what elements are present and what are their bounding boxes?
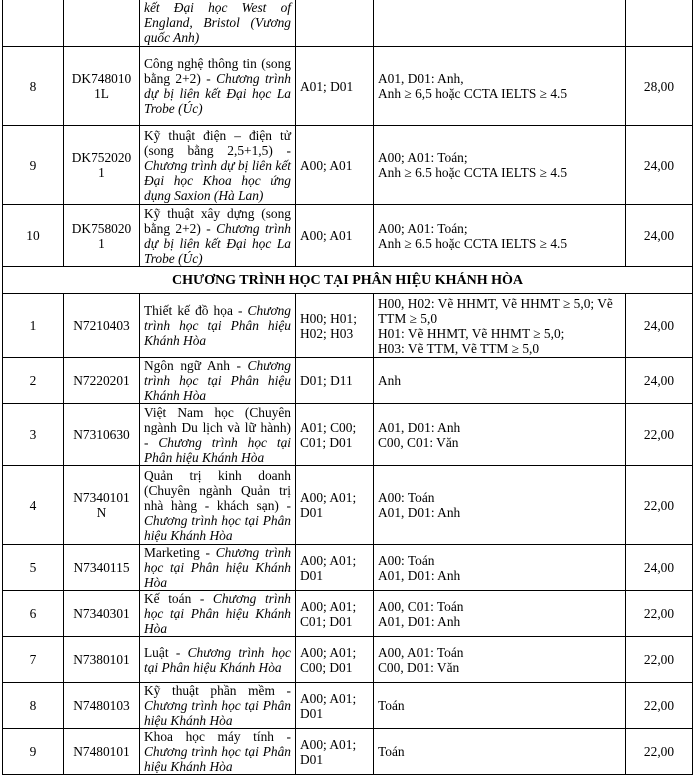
program-name	[140, 404, 296, 466]
cutoff-score: 22,00	[626, 637, 693, 683]
cutoff-score: 24,00	[626, 358, 693, 404]
program-name	[140, 358, 296, 404]
requirement-line: H03: Vẽ TTM, Vẽ TTM ≥ 5,0	[378, 340, 540, 356]
section-title: CHƯƠNG TRÌNH HỌC TẠI PHÂN HIỆU KHÁNH HÒA	[3, 267, 693, 294]
table-row	[3, 294, 693, 358]
cutoff-score: 22,00	[626, 466, 693, 545]
cutoff-score: 24,00	[626, 294, 693, 358]
admission-table	[2, 0, 693, 775]
table-row	[3, 591, 693, 637]
requirements	[374, 294, 626, 358]
program-title: Ngôn ngữ Anh -	[144, 358, 248, 373]
program-name	[140, 466, 296, 545]
requirements	[374, 591, 626, 637]
cutoff-score: 22,00	[626, 683, 693, 729]
subject-combinations: A01; D01	[296, 47, 374, 126]
program-code: N7340115	[64, 545, 140, 591]
program-name	[140, 683, 296, 729]
program-note: kết Đại học West of England, Bristol (Vương quốc Anh)	[144, 0, 291, 45]
requirement-line: Toán	[378, 744, 405, 759]
cutoff-score: 28,00	[626, 47, 693, 126]
table-row	[3, 466, 693, 545]
program-title: Thiết kế đồ họa -	[144, 303, 248, 318]
requirement-line: A00: Toán	[378, 490, 435, 505]
row-number: 2	[3, 358, 64, 404]
row-number: 8	[3, 683, 64, 729]
subject-combinations: A00; A01; D01	[296, 729, 374, 775]
subject-combinations: A00; A01; C00; D01	[296, 637, 374, 683]
subject-combinations	[296, 0, 374, 47]
program-code: N7210403	[64, 294, 140, 358]
requirement-line: Anh ≥ 6,5 hoặc CCTA IELTS ≥ 4.5	[378, 86, 568, 101]
row-number	[3, 0, 64, 47]
program-note: Chương trình học tại Phân hiệu Khánh Hòa	[144, 434, 291, 465]
program-title: Quản trị kinh doanh (Chuyên ngành Quản trị nhà hàng - khách sạn) -	[144, 467, 291, 513]
requirement-line: A01, D01: Anh	[378, 419, 461, 435]
program-note: Chương trình học tại Phân hiệu Khánh Hòa	[144, 303, 291, 348]
program-title: Công nghệ thông tin (song bằng 2+2) -	[144, 56, 291, 86]
program-note: Chương trình dự bị liên kết Đại học La Trobe (Úc)	[144, 71, 292, 116]
program-name	[140, 545, 296, 591]
row-number: 8	[3, 47, 64, 126]
program-code: N7380101	[64, 637, 140, 683]
program-name	[140, 126, 296, 205]
program-title: Kỹ thuật điện – điện tử (song bằng 2,5+1,5) -	[144, 127, 291, 158]
requirement-line: A01, D01: Anh	[378, 505, 461, 520]
requirements	[374, 683, 626, 729]
requirement-line: Anh	[378, 373, 402, 388]
requirement-line: C00, D01: Văn	[378, 659, 460, 675]
cutoff-score: 22,00	[626, 591, 693, 637]
table-row	[3, 205, 693, 267]
program-note: Chương trình học tại Phân hiệu Khánh Hòa	[144, 698, 291, 728]
program-note: Chương trình học tại Phân hiệu Khánh Hòa	[144, 512, 291, 543]
subject-combinations: H00; H01; H02; H03	[296, 294, 374, 358]
table-row	[3, 404, 693, 466]
program-title: Việt Nam học (Chuyên ngành Du lịch và lữ hành) -	[144, 404, 291, 450]
requirement-line: H00, H02: Vẽ HHMT, Vẽ HHMT ≥ 5,0; Vẽ TTM ≥ 5,0	[378, 295, 613, 326]
requirements	[374, 358, 626, 404]
table-row	[3, 545, 693, 591]
subject-combinations: A00; A01; D01	[296, 683, 374, 729]
requirement-line: Anh ≥ 6.5 hoặc CCTA IELTS ≥ 4.5	[378, 235, 568, 251]
program-name	[140, 0, 296, 47]
subject-combinations: D01; D11	[296, 358, 374, 404]
row-number: 9	[3, 126, 64, 205]
requirement-line: A01, D01: Anh	[378, 567, 461, 583]
requirements	[374, 205, 626, 267]
cutoff-score: 22,00	[626, 729, 693, 775]
program-title: Luật -	[144, 644, 188, 660]
table-body	[3, 0, 693, 775]
requirements	[374, 0, 626, 47]
cutoff-score	[626, 0, 693, 47]
program-code: DK748010 1L	[64, 47, 140, 126]
program-note: Chương trình học tại Phân hiệu Khánh Hòa	[144, 644, 291, 675]
program-code: N7220201	[64, 358, 140, 404]
subject-combinations: A00; A01; D01	[296, 466, 374, 545]
table-row	[3, 0, 693, 47]
program-note: Chương trình dự bị liên kết Đại học La Trobe (Úc)	[144, 220, 292, 266]
program-note: Chương trình học tại Phân hiệu Khánh Hòa	[144, 744, 291, 774]
row-number: 4	[3, 466, 64, 545]
program-title: Marketing -	[144, 545, 216, 560]
row-number: 7	[3, 637, 64, 683]
requirements	[374, 126, 626, 205]
program-code: N7480103	[64, 683, 140, 729]
program-note: Chương trình học tại Phân hiệu Khánh Hòa	[144, 545, 292, 590]
table-row	[3, 683, 693, 729]
program-title: Kỹ thuật phần mềm -	[144, 683, 291, 698]
subject-combinations: A00; A01	[296, 126, 374, 205]
program-name	[140, 47, 296, 126]
program-code: DK758020 1	[64, 205, 140, 267]
program-name	[140, 637, 296, 683]
program-name	[140, 205, 296, 267]
program-code	[64, 0, 140, 47]
program-code: N7310630	[64, 404, 140, 466]
subject-combinations: A00; A01	[296, 205, 374, 267]
program-name	[140, 591, 296, 637]
requirement-line: Anh ≥ 6.5 hoặc CCTA IELTS ≥ 4.5	[378, 165, 568, 180]
row-number: 6	[3, 591, 64, 637]
row-number: 5	[3, 545, 64, 591]
section-row	[3, 267, 693, 294]
table-row	[3, 47, 693, 126]
requirements	[374, 729, 626, 775]
requirement-line: Toán	[378, 698, 405, 713]
program-code: N7340301	[64, 591, 140, 637]
row-number: 9	[3, 729, 64, 775]
requirements	[374, 637, 626, 683]
program-title: Khoa học máy tính -	[144, 729, 291, 744]
table-row	[3, 729, 693, 775]
requirements	[374, 545, 626, 591]
subject-combinations: A00; A01; C01; D01	[296, 591, 374, 637]
requirement-line: C00, C01: Văn	[378, 434, 459, 450]
requirement-line: A00; A01: Toán;	[378, 150, 468, 165]
cutoff-score: 24,00	[626, 545, 693, 591]
cutoff-score: 24,00	[626, 205, 693, 267]
requirement-line: A00, A01: Toán	[378, 644, 464, 660]
program-code: N7480101	[64, 729, 140, 775]
requirements	[374, 47, 626, 126]
requirement-line: H01: Vẽ HHMT, Vẽ HHMT ≥ 5,0;	[378, 325, 565, 341]
requirement-line: A01, D01: Anh,	[378, 71, 464, 86]
program-code: N7340101 N	[64, 466, 140, 545]
row-number: 3	[3, 404, 64, 466]
requirement-line: A00: Toán	[378, 552, 435, 568]
subject-combinations: A01; C00; C01; D01	[296, 404, 374, 466]
program-title: Kế toán -	[144, 591, 213, 606]
table-row	[3, 126, 693, 205]
program-note: Chương trình học tại Phân hiệu Khánh Hòa	[144, 358, 291, 403]
requirement-line: A00; A01: Toán;	[378, 220, 468, 236]
cutoff-score: 24,00	[626, 126, 693, 205]
table-row	[3, 358, 693, 404]
table-row	[3, 637, 693, 683]
program-note: Chương trình dự bị liên kết Đại học Khoa học ứng dụng Saxion (Hà Lan)	[144, 157, 291, 203]
program-title: Kỹ thuật xây dựng (song bằng 2+2) -	[144, 205, 291, 236]
program-note: Chương trình học tại Phân hiệu Khánh Hòa	[144, 591, 292, 636]
requirement-line: A00, C01: Toán	[378, 598, 464, 614]
requirements	[374, 404, 626, 466]
row-number: 10	[3, 205, 64, 267]
subject-combinations: A00; A01; D01	[296, 545, 374, 591]
program-name	[140, 294, 296, 358]
row-number: 1	[3, 294, 64, 358]
requirement-line: A01, D01: Anh	[378, 613, 461, 629]
requirements	[374, 466, 626, 545]
program-code: DK752020 1	[64, 126, 140, 205]
program-name	[140, 729, 296, 775]
cutoff-score: 22,00	[626, 404, 693, 466]
